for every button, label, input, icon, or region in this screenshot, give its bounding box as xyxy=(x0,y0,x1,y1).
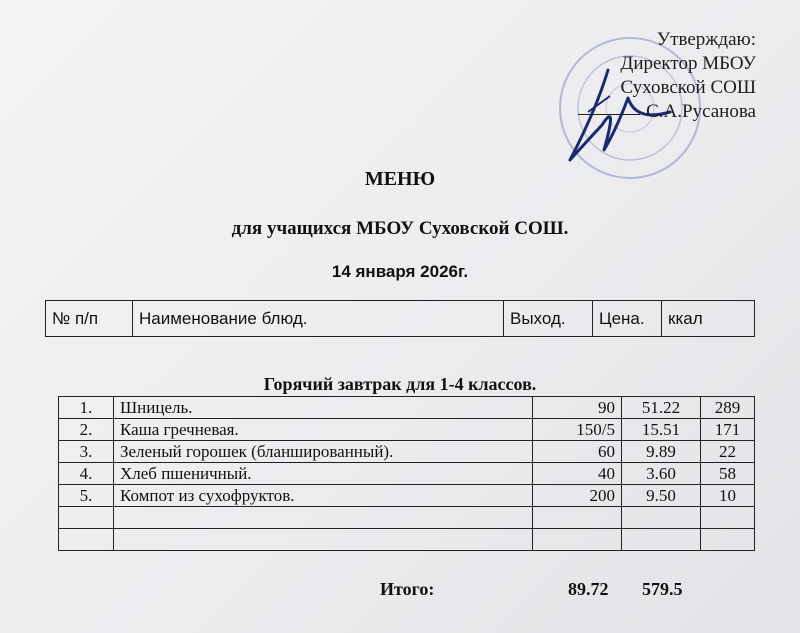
cell-name: Шницель. xyxy=(114,397,533,419)
cell-price: 51.22 xyxy=(622,397,701,419)
cell-kcal: 58 xyxy=(701,463,755,485)
table-row xyxy=(59,397,755,419)
cell-num: 4. xyxy=(59,463,114,485)
cell-output: 200 xyxy=(533,485,622,507)
table-row xyxy=(59,419,755,441)
cell-kcal: 10 xyxy=(701,485,755,507)
table-row xyxy=(59,441,755,463)
approval-heading: Утверждаю: xyxy=(656,29,756,50)
approval-position: Директор МБОУ xyxy=(620,53,756,74)
header-row xyxy=(46,301,755,337)
header-name: Наименование блюд. xyxy=(133,301,504,337)
cell-name: Компот из сухофруктов. xyxy=(114,485,533,507)
signatory-name: С.А.Русанова xyxy=(646,101,756,122)
cell-name: Каша гречневая. xyxy=(114,419,533,441)
header-num: № п/п xyxy=(46,301,133,337)
section-title: Горячий завтрак для 1-4 классов. xyxy=(263,374,537,394)
table-row xyxy=(59,485,755,507)
cell-kcal: 171 xyxy=(701,419,755,441)
empty-cell xyxy=(59,529,114,551)
table-row xyxy=(59,463,755,485)
header-table xyxy=(45,300,755,337)
approval-school: Суховской СОШ xyxy=(620,77,756,98)
cell-price: 9.50 xyxy=(622,485,701,507)
empty-cell xyxy=(533,507,622,529)
total-price: 89.72 xyxy=(568,579,609,599)
empty-cell xyxy=(701,507,755,529)
cell-kcal: 22 xyxy=(701,441,755,463)
approval-block xyxy=(578,28,756,124)
cell-num: 2. xyxy=(59,419,114,441)
cell-num: 3. xyxy=(59,441,114,463)
empty-cell xyxy=(622,507,701,529)
header-output: Выход. xyxy=(504,301,593,337)
empty-cell xyxy=(701,529,755,551)
header-price: Цена. xyxy=(593,301,662,337)
menu-table xyxy=(58,396,755,551)
cell-price: 9.89 xyxy=(622,441,701,463)
menu-date: 14 января 2026г. xyxy=(331,262,469,281)
cell-output: 90 xyxy=(533,397,622,419)
empty-row xyxy=(59,529,755,551)
empty-cell xyxy=(114,529,533,551)
cell-output: 60 xyxy=(533,441,622,463)
cell-price: 15.51 xyxy=(622,419,701,441)
cell-output: 40 xyxy=(533,463,622,485)
total-label: Итого: xyxy=(380,579,435,599)
cell-name: Хлеб пшеничный. xyxy=(114,463,533,485)
empty-cell xyxy=(533,529,622,551)
page-title: МЕНЮ xyxy=(364,168,436,190)
menu-body xyxy=(59,397,755,551)
cell-kcal: 289 xyxy=(701,397,755,419)
empty-cell xyxy=(622,529,701,551)
total-kcal: 579.5 xyxy=(642,579,683,599)
cell-name: Зеленый горошек (бланшированный). xyxy=(114,441,533,463)
total-row xyxy=(0,579,800,603)
empty-cell xyxy=(114,507,533,529)
cell-output: 150/5 xyxy=(533,419,622,441)
approval-signatory xyxy=(578,100,756,124)
cell-num: 5. xyxy=(59,485,114,507)
cell-num: 1. xyxy=(59,397,114,419)
cell-price: 3.60 xyxy=(622,463,701,485)
empty-row xyxy=(59,507,755,529)
empty-cell xyxy=(59,507,114,529)
page-subtitle: для учащихся МБОУ Суховской СОШ. xyxy=(231,218,569,239)
signature-line xyxy=(578,114,640,115)
header-kcal: ккал xyxy=(662,301,755,337)
